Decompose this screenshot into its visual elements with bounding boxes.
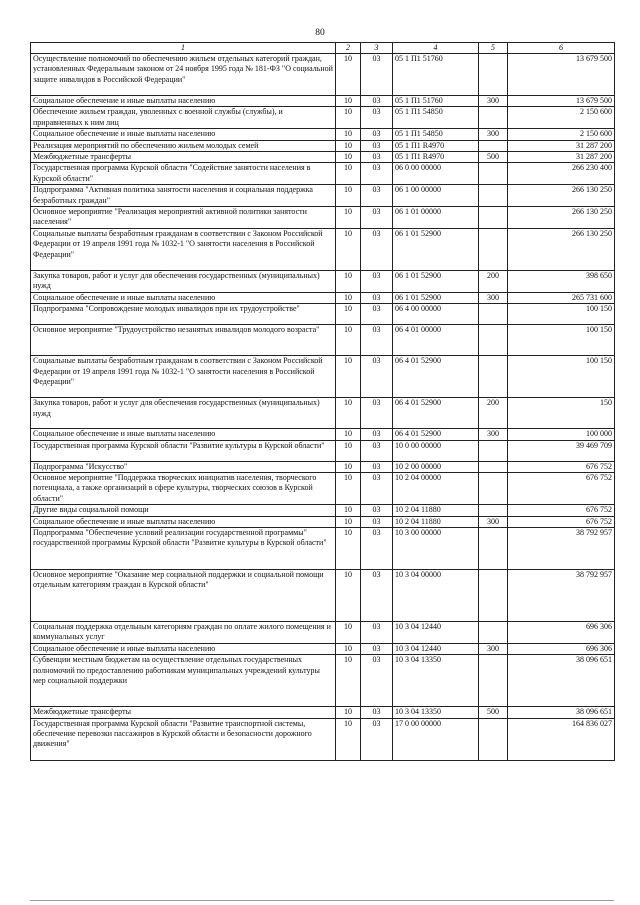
table-body [31, 54, 615, 761]
cell-subsection: 03 [361, 398, 393, 429]
cell-name: Социальное обеспечение и иные выплаты населению [31, 292, 336, 303]
cell-target-article: 10 3 00 00000 [393, 527, 479, 569]
cell-amount: 100 150 [508, 325, 615, 356]
cell-subsection: 03 [361, 107, 393, 129]
cell-amount: 696 306 [508, 643, 615, 654]
cell-target-article: 17 0 00 00000 [393, 718, 479, 760]
cell-target-article: 06 1 01 52900 [393, 292, 479, 303]
cell-subsection: 03 [361, 655, 393, 707]
cell-amount: 2 150 600 [508, 107, 615, 129]
cell-name: Межбюджетные трансферты [31, 152, 336, 163]
budget-table [30, 42, 615, 761]
cell-section: 10 [336, 621, 361, 643]
cell-expense-type [479, 527, 508, 569]
cell-amount: 676 752 [508, 516, 615, 527]
cell-name: Подпрограмма "Сопровождение молодых инвалидов при их трудоустройстве" [31, 304, 336, 325]
table-row [31, 356, 615, 398]
cell-section: 10 [336, 516, 361, 527]
cell-expense-type [479, 569, 508, 621]
cell-name: Социальное обеспечение и иные выплаты населению [31, 129, 336, 140]
cell-name: Межбюджетные трансферты [31, 707, 336, 718]
cell-name: Социальное обеспечение и иные выплаты населению [31, 516, 336, 527]
cell-expense-type [479, 718, 508, 760]
cell-target-article: 06 1 01 00000 [393, 207, 479, 229]
cell-target-article: 06 4 01 00000 [393, 325, 479, 356]
cell-expense-type [479, 163, 508, 185]
table-row [31, 228, 615, 270]
cell-name: Государственная программа Курской области "Содействие занятости населения в Курской области" [31, 163, 336, 185]
cell-section: 10 [336, 398, 361, 429]
cell-amount: 676 752 [508, 472, 615, 504]
cell-section: 10 [336, 718, 361, 760]
cell-target-article: 05 1 П1 54850 [393, 129, 479, 140]
table-row [31, 655, 615, 707]
cell-expense-type [479, 505, 508, 516]
cell-amount: 696 306 [508, 621, 615, 643]
cell-section: 10 [336, 152, 361, 163]
header-col-6: 6 [508, 43, 615, 54]
cell-amount: 266 130 250 [508, 185, 615, 207]
cell-section: 10 [336, 96, 361, 107]
cell-expense-type [479, 107, 508, 129]
table-row [31, 96, 615, 107]
cell-section: 10 [336, 429, 361, 440]
table-row [31, 207, 615, 229]
cell-expense-type [479, 304, 508, 325]
table-row [31, 461, 615, 472]
cell-expense-type [479, 325, 508, 356]
cell-subsection: 03 [361, 163, 393, 185]
cell-subsection: 03 [361, 54, 393, 96]
cell-amount: 266 130 250 [508, 207, 615, 229]
cell-target-article: 06 0 00 00000 [393, 163, 479, 185]
cell-target-article: 05 1 П1 R4970 [393, 140, 479, 151]
cell-name: Социальная поддержка отдельным категориям граждан по оплате жилого помещения и коммунальных услуг [31, 621, 336, 643]
cell-amount: 398 650 [508, 270, 615, 292]
cell-subsection: 03 [361, 707, 393, 718]
cell-section: 10 [336, 129, 361, 140]
cell-section: 10 [336, 228, 361, 270]
cell-section: 10 [336, 461, 361, 472]
cell-amount: 164 836 027 [508, 718, 615, 760]
table-row [31, 505, 615, 516]
cell-section: 10 [336, 140, 361, 151]
cell-expense-type: 200 [479, 398, 508, 429]
cell-subsection: 03 [361, 527, 393, 569]
cell-amount: 150 [508, 398, 615, 429]
cell-expense-type: 300 [479, 643, 508, 654]
cell-amount: 38 096 651 [508, 655, 615, 707]
cell-name: Основное мероприятие "Реализация мероприятий активной политики занятости населения" [31, 207, 336, 229]
cell-subsection: 03 [361, 228, 393, 270]
cell-section: 10 [336, 356, 361, 398]
table-row [31, 185, 615, 207]
cell-subsection: 03 [361, 207, 393, 229]
cell-expense-type [479, 472, 508, 504]
cell-name: Подпрограмма "Обеспечение условий реализации государственной программы" государственной программы Курской области "Развитие культуры в Курской области" [31, 527, 336, 569]
table-row [31, 569, 615, 621]
table-row [31, 718, 615, 760]
cell-subsection: 03 [361, 129, 393, 140]
cell-name: Другие виды социальной помощи [31, 505, 336, 516]
cell-subsection: 03 [361, 461, 393, 472]
cell-expense-type: 500 [479, 152, 508, 163]
cell-amount: 38 792 957 [508, 527, 615, 569]
cell-target-article: 10 3 04 00000 [393, 569, 479, 621]
cell-section: 10 [336, 270, 361, 292]
header-col-2: 2 [336, 43, 361, 54]
cell-amount: 676 752 [508, 505, 615, 516]
cell-expense-type [479, 207, 508, 229]
header-col-1: 1 [31, 43, 336, 54]
cell-expense-type: 300 [479, 96, 508, 107]
table-row [31, 707, 615, 718]
table-row [31, 54, 615, 96]
cell-amount: 2 150 600 [508, 129, 615, 140]
cell-section: 10 [336, 292, 361, 303]
cell-amount: 265 731 600 [508, 292, 615, 303]
cell-target-article: 06 4 01 52900 [393, 429, 479, 440]
table-row [31, 107, 615, 129]
cell-subsection: 03 [361, 96, 393, 107]
cell-target-article: 10 2 04 11880 [393, 516, 479, 527]
cell-target-article: 05 1 П1 51760 [393, 96, 479, 107]
cell-subsection: 03 [361, 356, 393, 398]
table-row [31, 440, 615, 461]
header-col-3: 3 [361, 43, 393, 54]
cell-target-article: 10 2 04 11880 [393, 505, 479, 516]
cell-name: Подпрограмма "Искусство" [31, 461, 336, 472]
cell-subsection: 03 [361, 292, 393, 303]
cell-name: Социальное обеспечение и иные выплаты населению [31, 429, 336, 440]
cell-name: Основное мероприятие "Трудоустройство незанятых инвалидов молодого возраста" [31, 325, 336, 356]
cell-amount: 100 000 [508, 429, 615, 440]
cell-subsection: 03 [361, 304, 393, 325]
cell-name: Закупка товаров, работ и услуг для обеспечения государственных (муниципальных) нужд [31, 398, 336, 429]
cell-expense-type [479, 356, 508, 398]
cell-section: 10 [336, 505, 361, 516]
cell-amount: 31 287 200 [508, 152, 615, 163]
table-row [31, 152, 615, 163]
cell-amount: 100 150 [508, 356, 615, 398]
cell-target-article: 06 4 01 52900 [393, 356, 479, 398]
cell-subsection: 03 [361, 505, 393, 516]
cell-expense-type: 300 [479, 516, 508, 527]
cell-name: Закупка товаров, работ и услуг для обеспечения государственных (муниципальных) нужд [31, 270, 336, 292]
cell-name: Основное мероприятие "Оказание мер социальной поддержки и социальной помощи отдельным категориям граждан в Курской области" [31, 569, 336, 621]
cell-subsection: 03 [361, 152, 393, 163]
cell-expense-type [479, 440, 508, 461]
table-row [31, 140, 615, 151]
cell-amount: 13 679 500 [508, 96, 615, 107]
cell-subsection: 03 [361, 140, 393, 151]
cell-amount: 38 096 651 [508, 707, 615, 718]
cell-subsection: 03 [361, 472, 393, 504]
cell-name: Государственная программа Курской области "Развитие культуры в Курской области" [31, 440, 336, 461]
cell-amount: 100 150 [508, 304, 615, 325]
table-row [31, 621, 615, 643]
header-col-4: 4 [393, 43, 479, 54]
cell-subsection: 03 [361, 270, 393, 292]
cell-name: Обеспечение жильем граждан, уволенных с военной службы (службы), и приравненных к ним лиц [31, 107, 336, 129]
cell-section: 10 [336, 527, 361, 569]
cell-name: Основное мероприятие "Поддержка творческих инициатив населения, творческого потенциала, а также организаций в сфере культуры, творческих союзов в Курской области" [31, 472, 336, 504]
cell-section: 10 [336, 304, 361, 325]
cell-name: Субвенции местным бюджетам на осуществление отдельных государственных полномочий по предоставлению работникам муниципальных учреждений культуры мер социальной поддержки [31, 655, 336, 707]
cell-target-article: 05 1 П1 R4970 [393, 152, 479, 163]
table-row [31, 304, 615, 325]
cell-subsection: 03 [361, 718, 393, 760]
table-row [31, 472, 615, 504]
cell-expense-type [479, 621, 508, 643]
cell-expense-type [479, 655, 508, 707]
cell-section: 10 [336, 655, 361, 707]
cell-target-article: 06 4 00 00000 [393, 304, 479, 325]
cell-section: 10 [336, 325, 361, 356]
cell-target-article: 06 1 00 00000 [393, 185, 479, 207]
cell-amount: 13 679 500 [508, 54, 615, 96]
table-row [31, 516, 615, 527]
cell-name: Осуществление полномочий по обеспечению жильем отдельных категорий граждан, установленных Федеральным законом от 24 ноября 1995 года № 181-ФЗ "О социальной защите инвалидов в Российской Федерации" [31, 54, 336, 96]
table-row [31, 398, 615, 429]
cell-subsection: 03 [361, 325, 393, 356]
cell-expense-type [479, 185, 508, 207]
cell-subsection: 03 [361, 185, 393, 207]
cell-expense-type: 300 [479, 292, 508, 303]
cell-target-article: 06 1 01 52900 [393, 228, 479, 270]
cell-expense-type [479, 54, 508, 96]
cell-name: Социальные выплаты безработным гражданам в соответствии с Законом Российской Федерации от 19 апреля 1991 года № 1032-1 "О занятости населения в Российской Федерации" [31, 228, 336, 270]
cell-target-article: 06 1 01 52900 [393, 270, 479, 292]
table-row [31, 292, 615, 303]
table-row [31, 527, 615, 569]
cell-subsection: 03 [361, 569, 393, 621]
cell-subsection: 03 [361, 429, 393, 440]
cell-amount: 38 792 957 [508, 569, 615, 621]
cell-expense-type: 300 [479, 429, 508, 440]
cell-expense-type [479, 461, 508, 472]
table-row [31, 325, 615, 356]
cell-subsection: 03 [361, 643, 393, 654]
cell-name: Социальное обеспечение и иные выплаты населению [31, 643, 336, 654]
table-row [31, 643, 615, 654]
cell-target-article: 10 0 00 00000 [393, 440, 479, 461]
cell-amount: 266 230 400 [508, 163, 615, 185]
page-bottom-rule [30, 900, 614, 901]
cell-expense-type: 200 [479, 270, 508, 292]
cell-amount: 39 469 709 [508, 440, 615, 461]
cell-subsection: 03 [361, 440, 393, 461]
header-row [31, 43, 615, 54]
cell-expense-type: 500 [479, 707, 508, 718]
cell-section: 10 [336, 440, 361, 461]
cell-subsection: 03 [361, 516, 393, 527]
cell-target-article: 10 3 04 12440 [393, 621, 479, 643]
cell-target-article: 10 2 00 00000 [393, 461, 479, 472]
cell-name: Социальные выплаты безработным гражданам в соответствии с Законом Российской Федерации от 19 апреля 1991 года № 1032-1 "О занятости населения в Российской Федерации" [31, 356, 336, 398]
cell-section: 10 [336, 472, 361, 504]
cell-target-article: 10 3 04 13350 [393, 655, 479, 707]
cell-section: 10 [336, 163, 361, 185]
cell-expense-type [479, 140, 508, 151]
cell-section: 10 [336, 185, 361, 207]
table-row [31, 129, 615, 140]
table-row [31, 163, 615, 185]
cell-target-article: 05 1 П1 54850 [393, 107, 479, 129]
cell-target-article: 10 3 04 13350 [393, 707, 479, 718]
cell-subsection: 03 [361, 621, 393, 643]
cell-section: 10 [336, 207, 361, 229]
cell-name: Социальное обеспечение и иные выплаты населению [31, 96, 336, 107]
cell-section: 10 [336, 107, 361, 129]
page-number: 80 [315, 28, 325, 38]
cell-name: Подпрограмма "Активная политика занятости населения и социальная поддержка безработных граждан" [31, 185, 336, 207]
cell-name: Реализация мероприятий по обеспечению жильем молодых семей [31, 140, 336, 151]
cell-amount: 31 287 200 [508, 140, 615, 151]
cell-section: 10 [336, 707, 361, 718]
cell-name: Государственная программа Курской области "Развитие транспортной системы, обеспечение перевозки пассажиров в Курской области и безопасности дорожного движения" [31, 718, 336, 760]
cell-expense-type [479, 228, 508, 270]
cell-target-article: 10 3 04 12440 [393, 643, 479, 654]
cell-amount: 676 752 [508, 461, 615, 472]
cell-target-article: 06 4 01 52900 [393, 398, 479, 429]
cell-expense-type: 300 [479, 129, 508, 140]
cell-target-article: 10 2 04 00000 [393, 472, 479, 504]
cell-amount: 266 130 250 [508, 228, 615, 270]
table-row [31, 270, 615, 292]
cell-section: 10 [336, 569, 361, 621]
cell-section: 10 [336, 54, 361, 96]
header-col-5: 5 [479, 43, 508, 54]
table-row [31, 429, 615, 440]
cell-section: 10 [336, 643, 361, 654]
cell-target-article: 05 1 П1 51760 [393, 54, 479, 96]
